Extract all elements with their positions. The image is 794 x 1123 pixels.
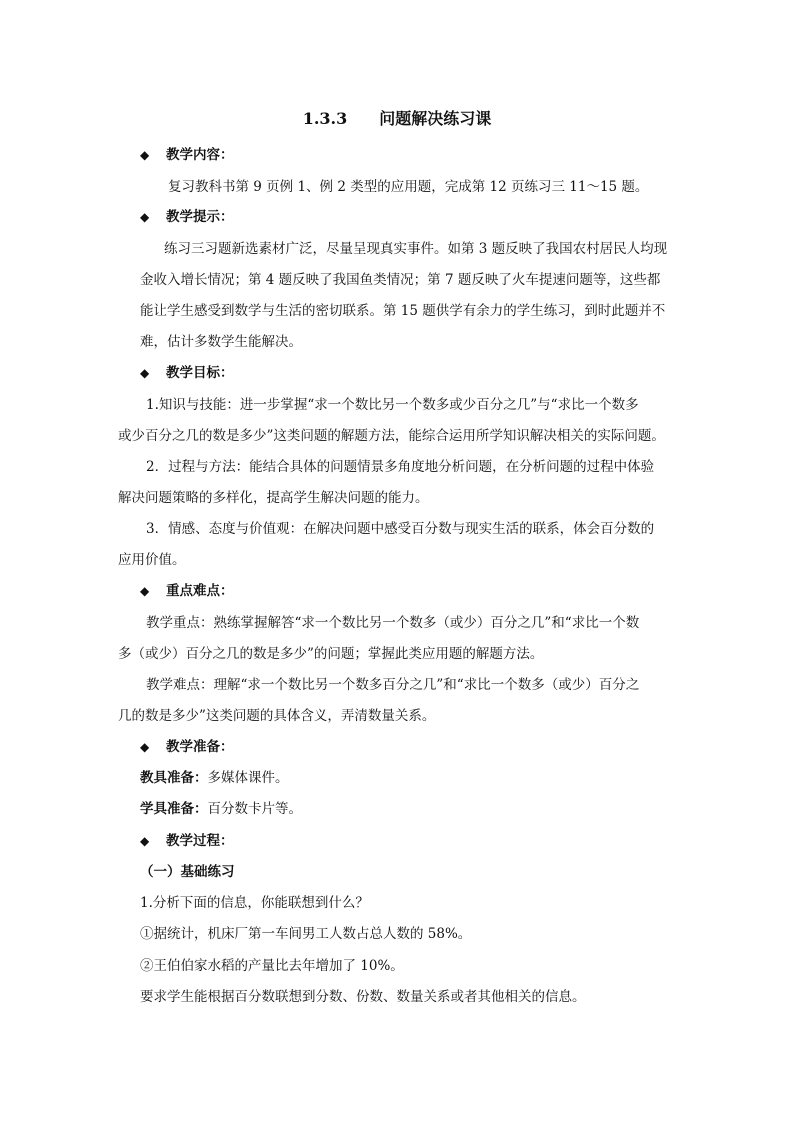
teacher-prep-label: 教具准备：: [140, 770, 208, 786]
subsection-heading: （一）基础练习: [140, 864, 235, 880]
teacher-prep-line: [140, 769, 289, 787]
diamond-bullet-icon: ◆: [140, 366, 150, 380]
section-heading-goals: ◆ 教学目标：: [140, 365, 234, 381]
goals-line: 3．情感、态度与价值观：在解决问题中感受百分数与现实生活的联系，体会百分数的: [146, 521, 655, 537]
hint-line: 能让学生感受到数学与生活的密切联系。第 15 题供学有余力的学生练习，到时此题并不: [140, 303, 666, 319]
goals-line: 解决问题策略的多样化，提高学生解决问题的能力。: [118, 490, 429, 506]
hint-line: 难，估计多数学生能解决。: [140, 334, 302, 350]
section-heading-prep: ◆ 教学准备：: [140, 739, 234, 755]
diamond-bullet-icon: ◆: [140, 584, 150, 598]
key-line: 多（或少）百分之几的数是多少”的问题；掌握此类应用题的解题方法。: [118, 646, 544, 662]
key-line: 教学重点：熟练掌握解答“求一个数比另一个数多（或少）百分之几”和“求比一个数: [146, 615, 640, 631]
goals-line: 1.知识与技能：进一步掌握“求一个数比另一个数多或少百分之几”与“求比一个数多: [146, 397, 639, 413]
diamond-bullet-icon: ◆: [140, 210, 150, 224]
page-title: 1.3.3 问题解决练习课: [302, 109, 492, 128]
process-line: ②王伯伯家水稻的产量比去年增加了 10%。: [140, 958, 404, 974]
diamond-bullet-icon: ◆: [140, 148, 150, 162]
student-prep-label: 学具准备：: [140, 801, 208, 817]
goals-line: 应用价值。: [118, 552, 186, 568]
diamond-bullet-icon: ◆: [140, 834, 150, 848]
section-heading-key: ◆ 重点难点：: [140, 583, 234, 599]
process-line: 要求学生能根据百分数联想到分数、份数、数量关系或者其他相关的信息。: [140, 989, 586, 1005]
hint-line: 金收入增长情况；第 4 题反映了我国鱼类情况；第 7 题反映了火车提速问题等，这些都: [140, 272, 661, 288]
student-prep-line: [140, 800, 302, 818]
section-heading-process: ◆ 教学过程：: [140, 833, 234, 849]
goals-line: 或少百分之几的数是多少”这类问题的解题方法，能综合运用所学知识解决相关的实际问题。: [118, 428, 665, 444]
hint-line: 练习三习题新选素材广泛，尽量呈现真实事件。如第 3 题反映了我国农村居民人均现: [164, 241, 668, 257]
key-line: 几的数是多少”这类问题的具体含义，弄清数量关系。: [118, 708, 436, 724]
teacher-prep-value: 多媒体课件。: [207, 770, 289, 786]
student-prep-value: 百分数卡片等。: [207, 801, 302, 817]
diamond-bullet-icon: ◆: [140, 740, 150, 754]
key-line: 教学难点：理解“求一个数比另一个数多百分之几”和“求比一个数多（或少）百分之: [146, 677, 640, 693]
goals-line: 2．过程与方法：能结合具体的问题情景多角度地分析问题，在分析问题的过程中体验: [146, 459, 655, 475]
process-line: 1.分析下面的信息，你能联想到什么？: [140, 895, 369, 911]
section-heading-content: ◆ 教学内容：: [140, 147, 234, 163]
content-line: 复习教科书第 9 页例 1、例 2 类型的应用题，完成第 12 页练习三 11～15 题。: [168, 179, 649, 195]
section-heading-hint: ◆ 教学提示：: [140, 209, 234, 225]
process-line: ①据统计，机床厂第一车间男工人数占总人数的 58%。: [140, 926, 472, 942]
